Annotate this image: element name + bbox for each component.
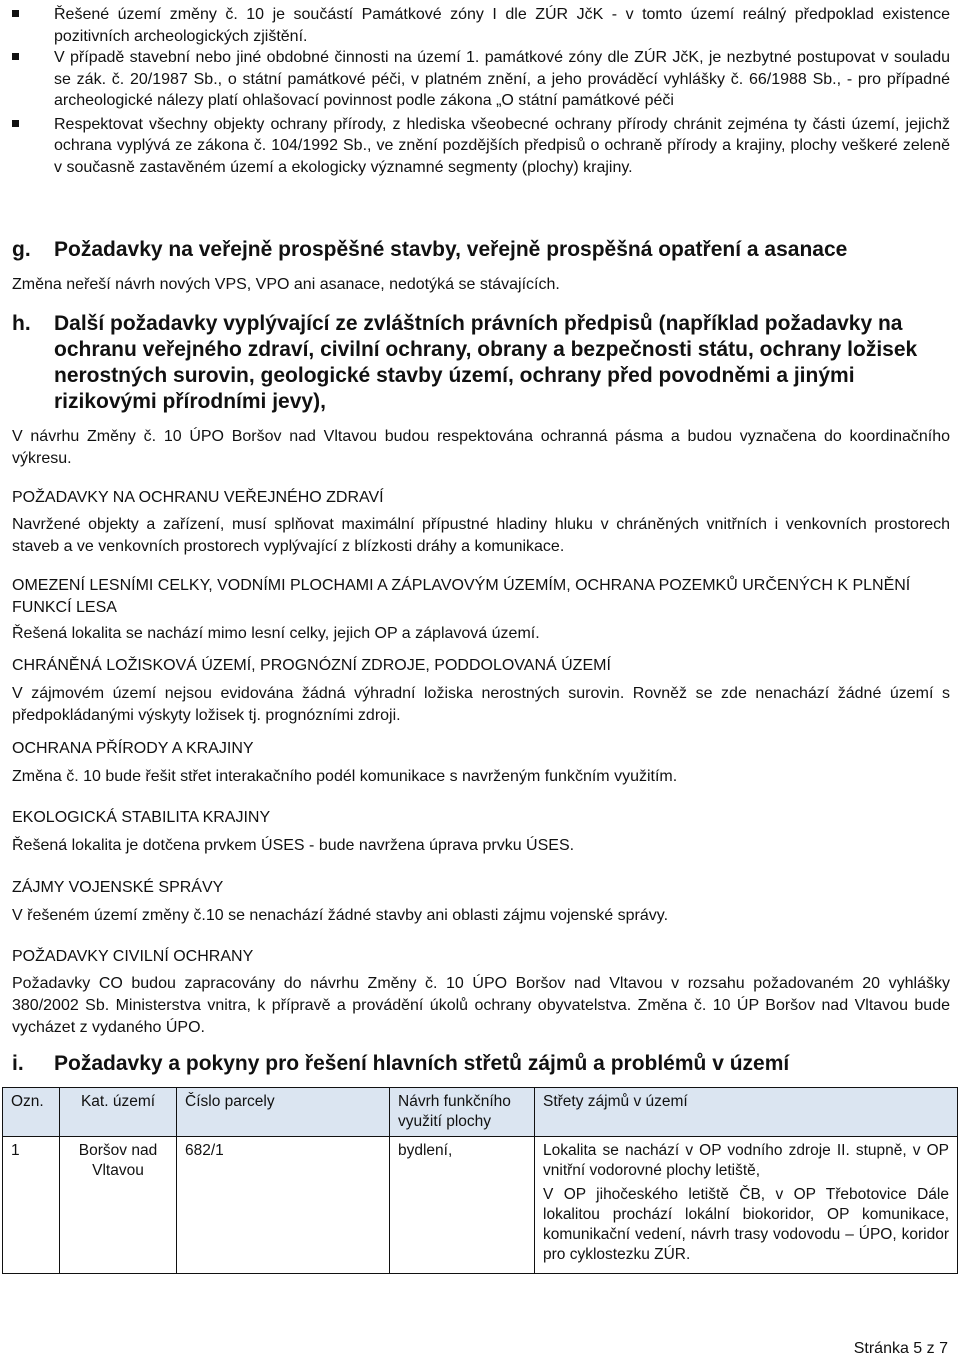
section-letter: h. — [12, 312, 31, 335]
subsection-heading: OCHRANA PŘÍRODY A KRAJINY — [12, 740, 254, 757]
subsection-text: V řešeném území změny č.10 se nenachází žádné stavby ani oblasti zájmu vojenské správy. — [12, 907, 669, 924]
cell-kat: Boršov nad Vltavou — [60, 1137, 177, 1274]
subsection-heading: POŽADAVKY CIVILNÍ OCHRANY — [12, 948, 254, 965]
column-header-ozn: Ozn. — [3, 1088, 60, 1137]
section-letter: g. — [12, 238, 31, 261]
strety-text: V OP jihočeského letiště ČB, v OP Třebotovice Dále lokalitou prochází lokální biokoridor, OP komunikace, komunikační vedení, návrh trasy vodovodu – ÚPO, koridor pro cyklostezku ZÚR. — [543, 1186, 949, 1263]
bullet-text: V případě stavební nebo jiné obdobné činnosti na území 1. památkové zóny dle ZÚR JčK, je nezbytné postupovat v souladu se zák. č. 20/1987 Sb., o státní památkové péči, v platném znění, a jeho prováděcí vyhlášky č. 66/1988 Sb., - pro případné archeologické nálezy platí ohlašovací povinnost podle zákona „O státní památkové péči — [54, 49, 950, 109]
section-title: Požadavky na veřejně prospěšné stavby, veřejně prospěšná opatření a asanace — [54, 238, 848, 261]
section-h-heading — [12, 311, 950, 415]
bullet-text: Řešené území změny č. 10 je součástí Památkové zóny I dle ZÚR JčK - v tomto území reálný předpoklad existence pozitivních archeologických zjištění. — [54, 6, 950, 45]
section-title: Požadavky a pokyny pro řešení hlavních střetů zájmů a problémů v území — [54, 1052, 790, 1075]
cell-navrh: bydlení, — [390, 1137, 535, 1274]
subsection-heading: ZÁJMY VOJENSKÉ SPRÁVY — [12, 879, 224, 896]
square-bullet-icon — [12, 10, 19, 17]
subsection-heading: OMEZENÍ LESNÍMI CELKY, VODNÍMI PLOCHAMI A ZÁPLAVOVÝM ÚZEMÍM, OCHRANA POZEMKŮ URČENÝCH K PLNĚNÍ FUNKCÍ LESA — [12, 577, 911, 616]
list-item — [12, 47, 950, 112]
conflicts-table — [2, 1087, 958, 1274]
section-g-heading — [12, 237, 950, 263]
cell-ozn: 1 — [3, 1137, 60, 1274]
section-g-text: Změna neřeší návrh nových VPS, VPO ani asanace, nedotýká se stávajících. — [12, 276, 560, 293]
bullet-list — [12, 4, 950, 178]
page-number: Stránka 5 z 7 — [853, 1340, 948, 1357]
strety-text: Lokalita se nachází v OP vodního zdroje II. stupně, v OP vnitřní vodorovné plochy letiště, — [543, 1142, 949, 1179]
section-letter: i. — [12, 1052, 24, 1075]
column-header-kat: Kat. území — [60, 1088, 177, 1137]
subsection-heading: EKOLOGICKÁ STABILITA KRAJINY — [12, 809, 271, 826]
list-item — [12, 4, 950, 47]
table-header-row — [3, 1088, 958, 1137]
section-h-text: V návrhu Změny č. 10 ÚPO Boršov nad Vltavou budou respektována ochranná pásma a budou vyznačena do koordinačního výkresu. — [12, 428, 950, 467]
subsection-text: V zájmovém území nejsou evidována žádná výhradní ložiska nerostných surovin. Rovněž se zde nenachází žádné území s předpokládanými výskyty ložisek tj. prognózními zdroji. — [12, 685, 950, 724]
column-header-strety: Střety zájmů v území — [535, 1088, 958, 1137]
cell-parcela: 682/1 — [177, 1137, 390, 1274]
subsection-heading: POŽADAVKY NA OCHRANU VEŘEJNÉHO ZDRAVÍ — [12, 489, 384, 506]
column-header-parcela: Číslo parcely — [177, 1088, 390, 1137]
section-i-heading — [12, 1051, 950, 1077]
section-title: Další požadavky vyplývající ze zvláštních právních předpisů (například požadavky na ochranu veřejného zdraví, civilní ochrany, obrany a bezpečnosti státu, ochrany ložisek nerostných surovin, geologické stavby území, ochrany před povodněmi a jinými rizikovými přírodními jevy), — [54, 312, 918, 413]
subsection-text: Řešená lokalita se nachází mimo lesní celky, jejich OP a záplavová území. — [12, 625, 540, 642]
subsection-text: Řešená lokalita je dotčena prvkem ÚSES - bude navržena úprava prvku ÚSES. — [12, 837, 575, 854]
table-row — [3, 1137, 958, 1274]
square-bullet-icon — [12, 53, 19, 60]
square-bullet-icon — [12, 120, 19, 127]
cell-strety — [535, 1137, 958, 1274]
subsection-text: Navržené objekty a zařízení, musí splňovat maximální přípustné hladiny hluku v chráněných vnitřních i venkovních prostorech staveb a ve venkovních prostorech vyplývající z blízkosti dráhy a komunikace. — [12, 516, 950, 555]
subsection-heading: CHRÁNĚNÁ LOŽISKOVÁ ÚZEMÍ, PROGNÓZNÍ ZDROJE, PODDOLOVANÁ ÚZEMÍ — [12, 657, 611, 674]
bullet-text: Respektovat všechny objekty ochrany přírody, z hlediska všeobecné ochrany přírody chránit zejména ty části území, jejichž ochrana vyplývá ze zákona č. 104/1992 Sb., ve znění pozdějších předpisů o ochraně přírody a krajiny, plochy veškeré zeleně v současně zastavěném území a ekologicky významné segmenty (plochy) krajiny. — [54, 115, 950, 176]
subsection-text: Požadavky CO budou zapracovány do návrhu Změny č. 10 ÚPO Boršov nad Vltavou v rozsahu požadovaném 20 vyhlášky 380/2002 Sb. Ministerstva vnitra, k přípravě a provádění úkolů ochrany obyvatelstva. Změna č. 10 ÚP Boršov nad Vltavou bude vycházet z vydaného ÚPO. — [12, 975, 950, 1036]
list-item — [12, 114, 950, 179]
subsection-text: Změna č. 10 bude řešit střet interakačního podél komunikace s navrženým funkčním využitím. — [12, 768, 678, 785]
column-header-navrh: Návrh funkčního využití plochy — [390, 1088, 535, 1137]
